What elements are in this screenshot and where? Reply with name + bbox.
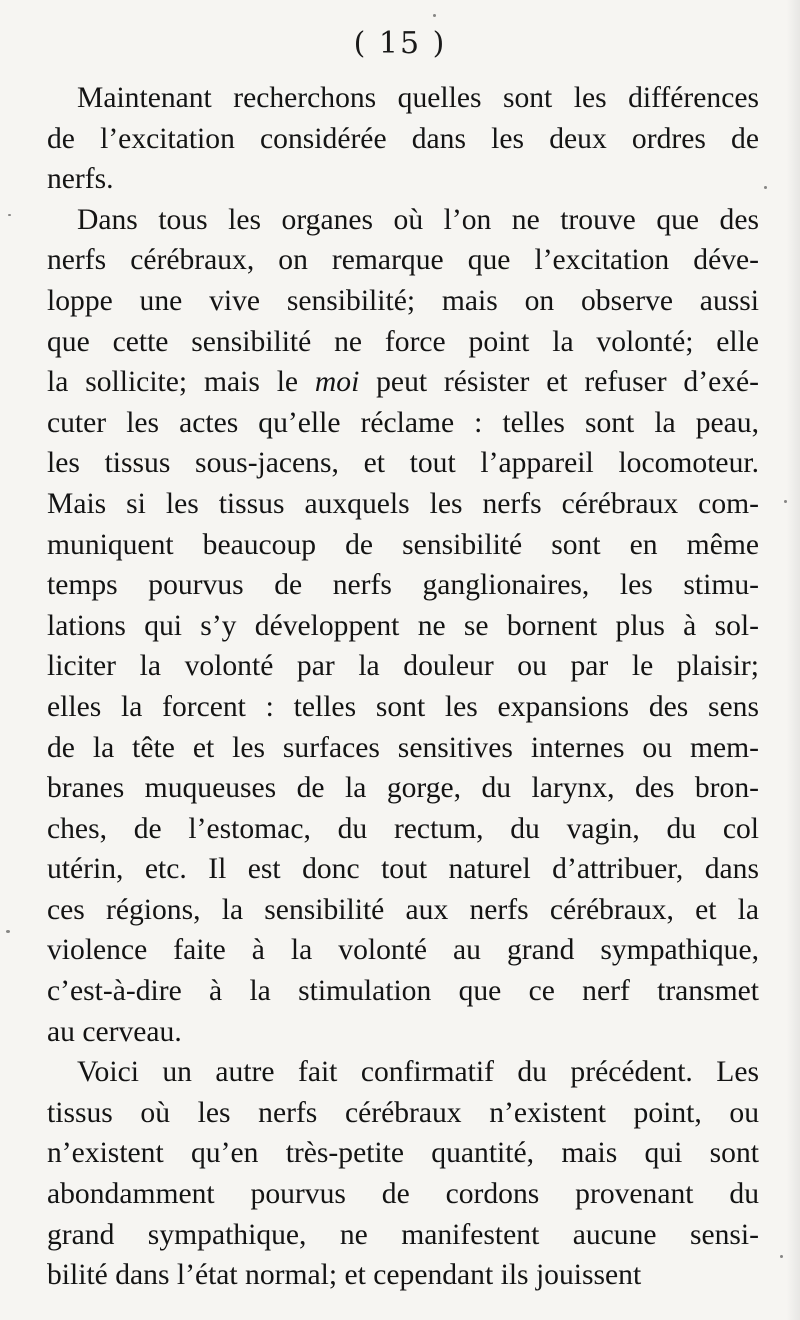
text-line: que cette sensibilité ne force point la volonté; elle — [47, 325, 759, 358]
text-line: loppe une vive sensibilité; mais on observe aussi — [47, 284, 759, 317]
text-line: utérin, etc. Il est donc tout naturel d’attribuer, dans — [47, 853, 759, 886]
page-number: ( 15 ) — [353, 26, 447, 61]
print-speck — [433, 14, 436, 17]
print-speck — [764, 186, 767, 189]
text-line: Mais si les tissus auxquels les nerfs cérébraux com- — [47, 487, 759, 520]
text-line: temps pourvus de nerfs ganglionaires, les stimu- — [47, 569, 759, 602]
text-line: Voici un autre fait confirmatif du précédent. Les — [77, 1056, 759, 1089]
text-line: au cerveau. — [47, 1015, 182, 1048]
text-line: de l’excitation considérée dans les deux ordres de — [47, 122, 759, 155]
text-line: bilité dans l’état normal; et cependant ils jouissent — [47, 1259, 642, 1292]
text-line: abondamment pourvus de cordons provenant du — [47, 1178, 759, 1211]
text-line: nerfs. — [47, 163, 114, 196]
text-line: grand sympathique, ne manifestent aucune sensi- — [47, 1218, 759, 1251]
page-edge-shadow — [786, 0, 800, 1320]
text-line: ches, de l’estomac, du rectum, du vagin, du col — [47, 812, 759, 845]
text-line: n’existent qu’en très-petite quantité, mais qui sont — [47, 1137, 759, 1170]
text-line: les tissus sous-jacens, et tout l’appareil locomoteur. — [47, 447, 759, 480]
text-line: elles la forcent : telles sont les expansions des sens — [47, 690, 759, 723]
text-line: muniquent beaucoup de sensibilité sont en même — [47, 528, 759, 561]
text-line: liciter la volonté par la douleur ou par le plaisir; — [47, 650, 759, 683]
text-line: lations qui s’y développent ne se bornent plus à sol- — [47, 609, 759, 642]
text-line: nerfs cérébraux, on remarque que l’excitation déve- — [47, 244, 759, 277]
text-line: c’est-à-dire à la stimulation que ce nerf transmet — [47, 975, 759, 1008]
body-text — [47, 78, 759, 1296]
text-line: tissus où les nerfs cérébraux n’existent point, ou — [47, 1096, 759, 1129]
text-line: Maintenant recherchons quelles sont les différences — [77, 82, 759, 114]
print-speck — [8, 214, 11, 216]
text-line: cuter les actes qu’elle réclame : telles sont la peau, — [47, 406, 759, 439]
text-line: ces régions, la sensibilité aux nerfs cérébraux, et la — [47, 893, 759, 926]
print-speck — [780, 1255, 783, 1258]
text-line: de la tête et les surfaces sensitives internes ou mem- — [47, 731, 759, 764]
print-speck — [6, 930, 10, 933]
text-line: violence faite à la volonté au grand sympathique, — [47, 934, 759, 967]
text-line: branes muqueuses de la gorge, du larynx, des bron- — [47, 772, 759, 805]
text-line: la sollicite; mais le moi peut résister et refuser d’exé- — [47, 366, 759, 399]
text-line: Dans tous les organes où l’on ne trouve que des — [77, 203, 759, 236]
